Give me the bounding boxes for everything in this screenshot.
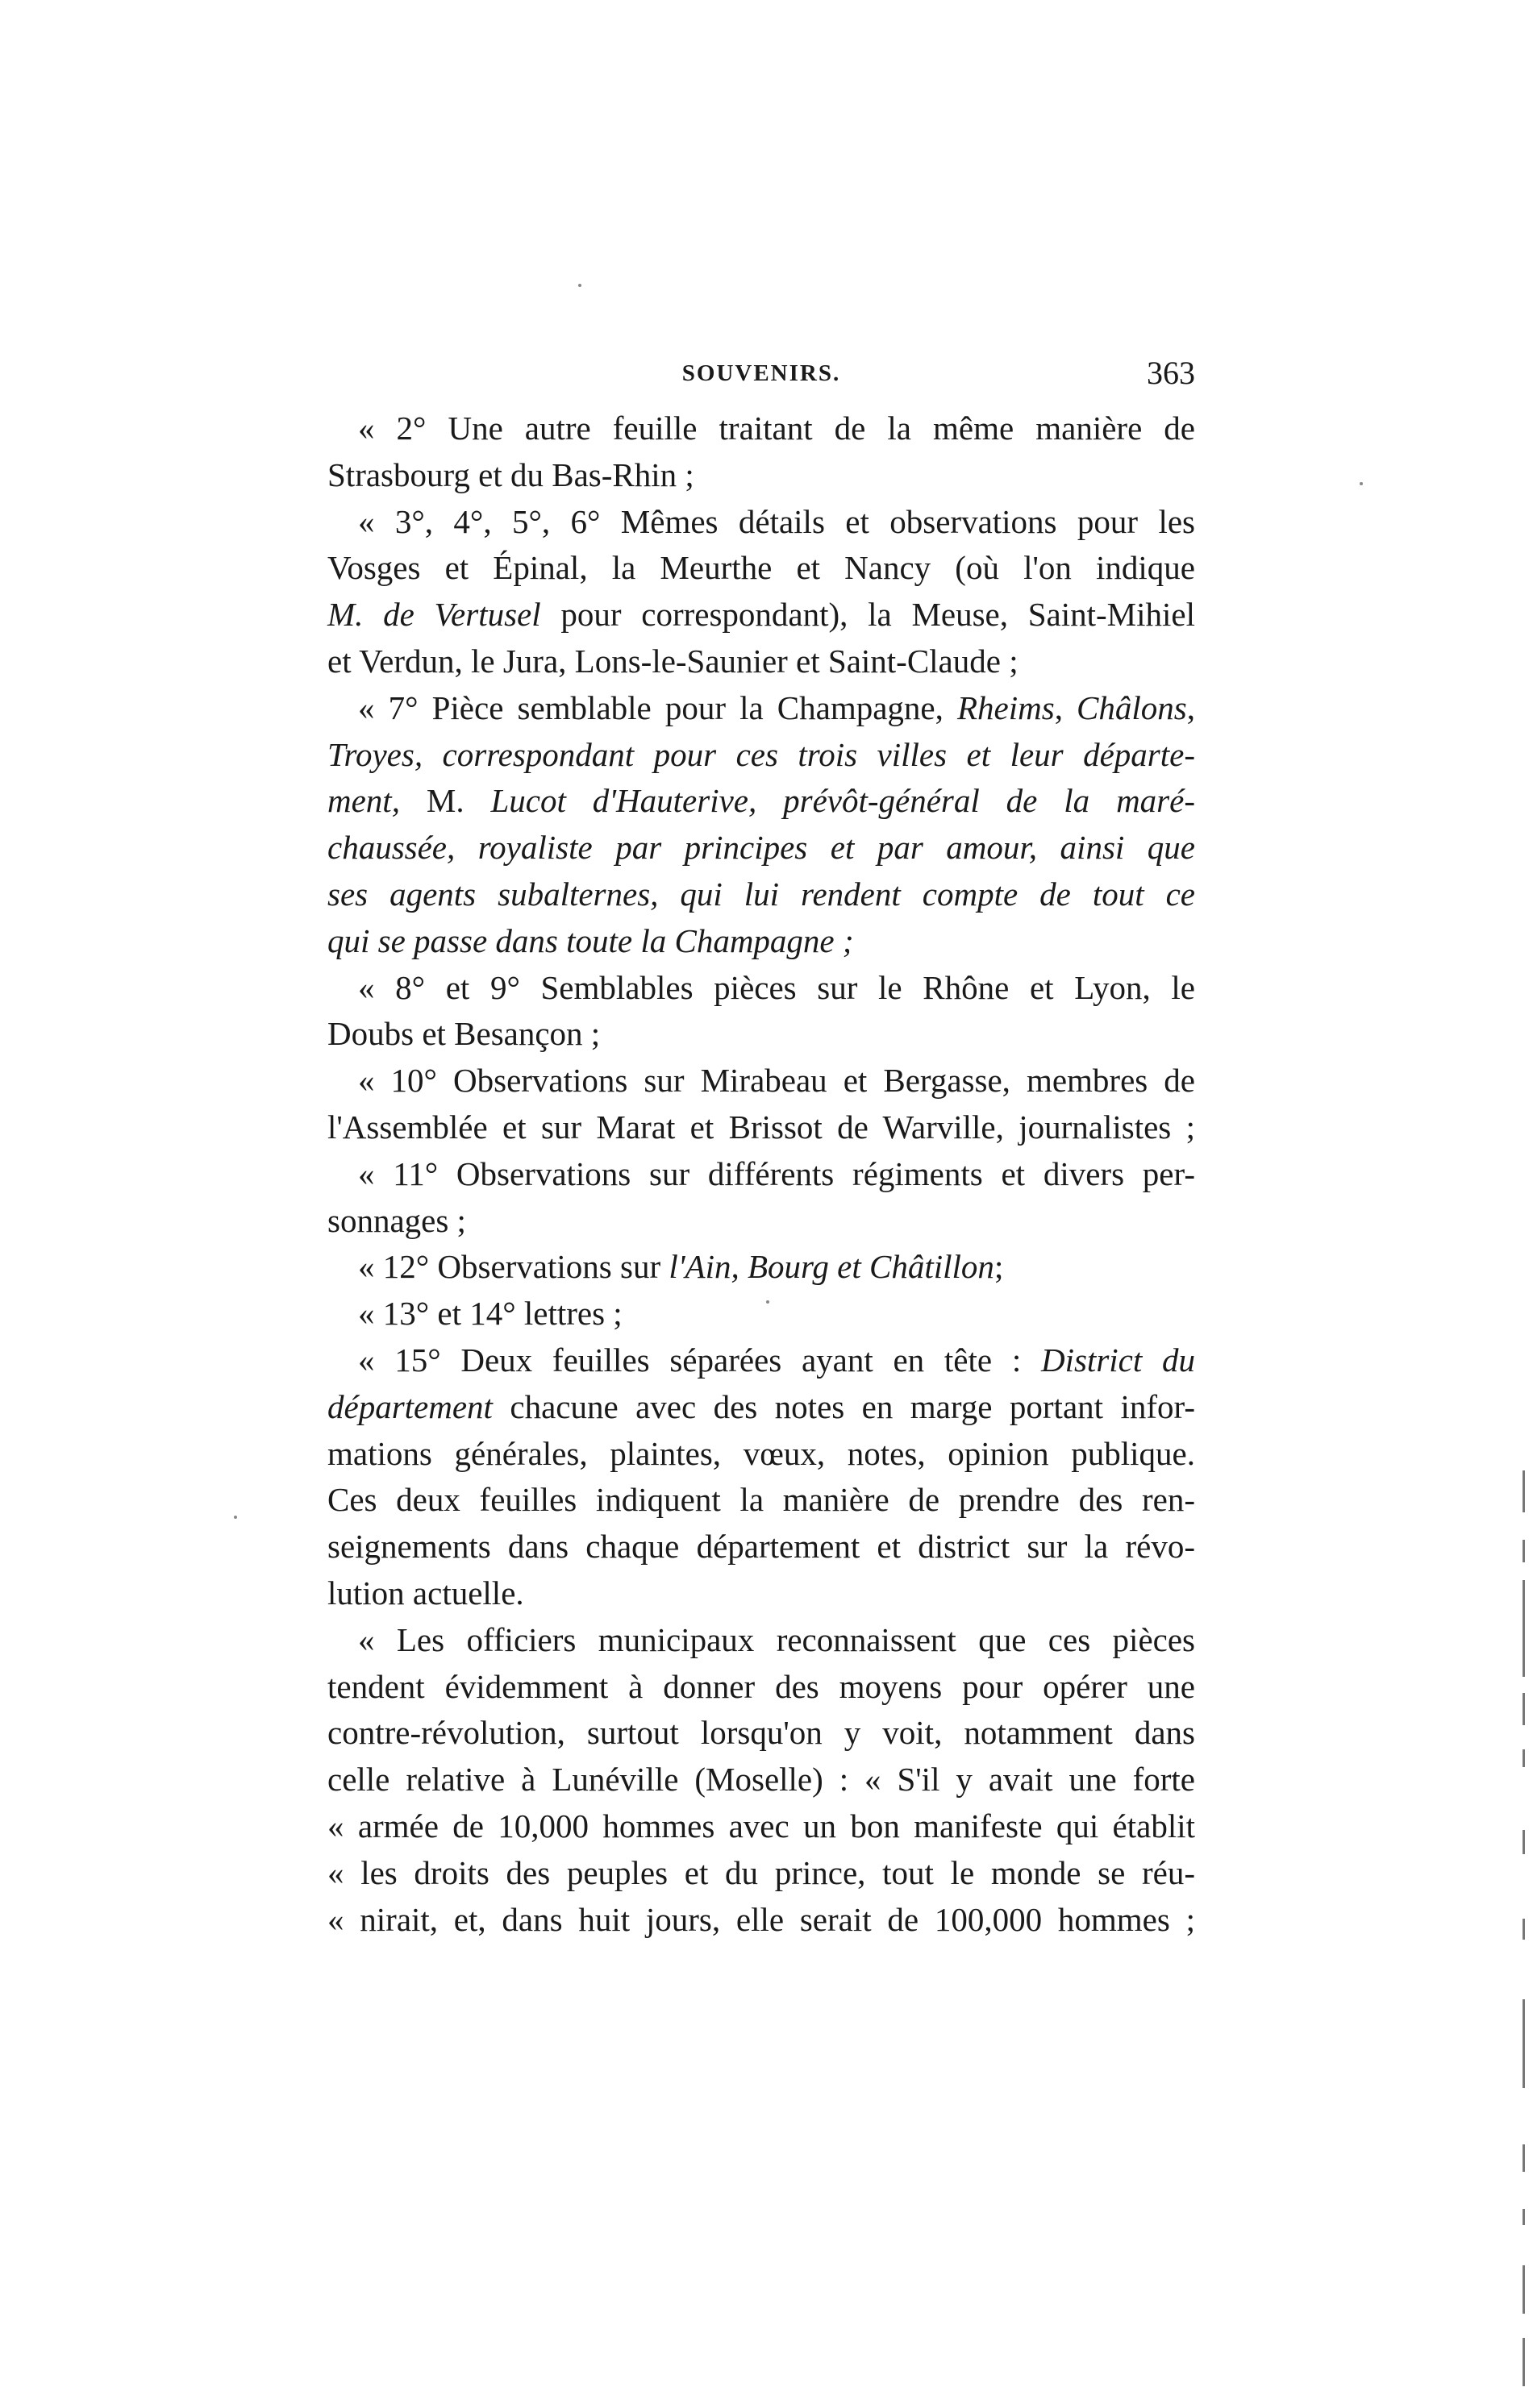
text-run: chacune avec des notes en marge portant infor-: [492, 1387, 1195, 1425]
scan-mark: [1523, 1749, 1525, 1767]
text-run: pour correspondant), la Meuse, Saint-Mihiel: [540, 596, 1195, 634]
text-line: [327, 1244, 1195, 1291]
text-run: « armée de 10,000 hommes avec un bon manifeste qui établit: [327, 1807, 1195, 1844]
text-run: « 8° et 9° Semblables pièces sur le Rhône et Lyon, le: [358, 968, 1195, 1006]
text-line: [327, 825, 1195, 871]
italic-text: département: [327, 1387, 493, 1425]
text-run: sonnages ;: [327, 1201, 466, 1239]
italic-text: l'Ain, Bourg et Châtillon: [669, 1248, 994, 1286]
scan-mark: [1523, 2338, 1525, 2386]
italic-text: Rheims: [956, 688, 1055, 726]
text-run: Strasbourg et du Bas-Rhin ;: [327, 455, 694, 493]
text-run: « 13° et 14° lettres ;: [358, 1295, 623, 1333]
text-run: ,: [1186, 688, 1195, 726]
text-run: « nirait, et, dans huit jours, elle serait de 100,000 hommes ;: [327, 1900, 1195, 1938]
text-run: Vosges et Épinal, la Meurthe et Nancy (où l'on indique: [327, 549, 1195, 587]
text-line: [327, 499, 1195, 546]
italic-text: ses agents subalternes, qui lui rendent compte de tout ce: [327, 875, 1195, 913]
text-line: [327, 1384, 1195, 1431]
scan-mark: [1523, 1470, 1525, 1512]
text-line: [327, 1337, 1195, 1384]
text-run: celle relative à Lunéville (Moselle) : « S'il y avait une forte: [327, 1761, 1195, 1799]
scan-speck: [766, 1300, 769, 1304]
italic-text: chaussée, royaliste par principes et par amour, ainsi que: [327, 829, 1195, 867]
text-line: [327, 1570, 1195, 1617]
italic-text: Lucot d'Hauterive, prévôt-général de la maré-: [464, 782, 1195, 820]
text-run: « 3°, 4°, 5°, 6° Mêmes détails et observations pour les: [358, 502, 1195, 540]
text-run: « 12° Observations sur: [358, 1248, 669, 1286]
text-line: [327, 1664, 1195, 1711]
scan-mark: [1523, 1830, 1525, 1854]
text-run: « 2° Une autre feuille traitant de la même manière de: [358, 410, 1195, 447]
text-line: [327, 545, 1195, 592]
text-run: lution actuelle.: [327, 1574, 524, 1612]
scan-mark: [1523, 1580, 1525, 1677]
italic-text: qui se passe dans toute la Champagne ;: [327, 921, 854, 959]
text-run: « les droits des peuples et du prince, tout le monde se réu-: [327, 1853, 1195, 1891]
scan-mark: [1523, 1693, 1525, 1725]
italic-text: District du: [1040, 1341, 1195, 1379]
text-line: [327, 592, 1195, 638]
text-line: [327, 871, 1195, 918]
text-line: [327, 1524, 1195, 1570]
text-run: mations générales, plaintes, vœux, notes, opinion publique.: [327, 1434, 1195, 1472]
scan-mark: [1523, 2265, 1525, 2314]
text-run: l'Assemblée et sur Marat et Brissot de Warville, journalistes ;: [327, 1108, 1195, 1146]
text-run: « 10° Observations sur Mirabeau et Bergasse, membres de: [358, 1062, 1195, 1100]
page-header: [327, 349, 1195, 397]
italic-text: Troyes, correspondant pour ces trois villes et leur départe-: [327, 735, 1195, 773]
text-run: « 11° Observations sur différents régiments et divers per-: [358, 1154, 1195, 1192]
text-line: [327, 1151, 1195, 1198]
scan-margin-marks: [1523, 1451, 1527, 2408]
running-head: SOUVENIRS.: [681, 360, 841, 386]
text-run: M.: [426, 782, 464, 820]
scan-mark: [1523, 1919, 1525, 1940]
body-text: [327, 405, 1195, 1943]
text-line: [327, 1710, 1195, 1757]
text-run: Ces deux feuilles indiquent la manière de prendre des ren-: [327, 1481, 1195, 1519]
text-run: « 7° Pièce semblable pour la Champagne,: [358, 688, 957, 726]
text-line: [327, 1757, 1195, 1803]
text-line: [327, 732, 1195, 779]
scan-mark: [1523, 1540, 1525, 1562]
page-number: 363: [1147, 355, 1195, 391]
text-run: « 15° Deux feuilles séparées ayant en tête :: [358, 1341, 1041, 1379]
scan-mark: [1523, 2209, 1525, 2225]
text-line: [327, 1104, 1195, 1151]
text-line: [327, 1058, 1195, 1104]
text-line: [327, 1431, 1195, 1478]
text-run: Doubs et Besançon ;: [327, 1015, 601, 1053]
text-line: [327, 405, 1195, 452]
scan-mark: [1523, 1999, 1525, 2088]
scan-speck: [578, 284, 581, 287]
text-line: [327, 918, 1195, 965]
text-run: ;: [994, 1248, 1004, 1286]
scan-speck: [234, 1516, 237, 1519]
text-line: [327, 1011, 1195, 1058]
text-run: « Les officiers municipaux reconnaissent que ces pièces: [358, 1620, 1195, 1658]
text-run: ,: [1054, 688, 1077, 726]
text-run: seignements dans chaque département et district sur la révo-: [327, 1528, 1195, 1566]
text-run: tendent évidemment à donner des moyens pour opérer une: [327, 1667, 1195, 1705]
text-line: [327, 1291, 1195, 1337]
text-line: [327, 1850, 1195, 1897]
italic-text: Châlons: [1077, 688, 1187, 726]
text-run: et Verdun, le Jura, Lons-le-Saunier et Saint-Claude ;: [327, 642, 1019, 680]
text-line: [327, 1477, 1195, 1524]
text-line: [327, 1897, 1195, 1944]
text-run: contre-révolution, surtout lorsqu'on y voit, notamment dans: [327, 1714, 1195, 1752]
text-line: [327, 1617, 1195, 1664]
text-line: [327, 452, 1195, 499]
text-line: [327, 778, 1195, 825]
text-line: [327, 965, 1195, 1012]
text-line: [327, 1198, 1195, 1245]
scan-mark: [1523, 2144, 1525, 2172]
text-line: [327, 638, 1195, 685]
scan-speck: [1360, 482, 1363, 485]
italic-text: ment,: [327, 782, 427, 820]
italic-text: M. de Vertusel: [327, 596, 541, 634]
text-line: [327, 1803, 1195, 1850]
text-line: [327, 685, 1195, 732]
